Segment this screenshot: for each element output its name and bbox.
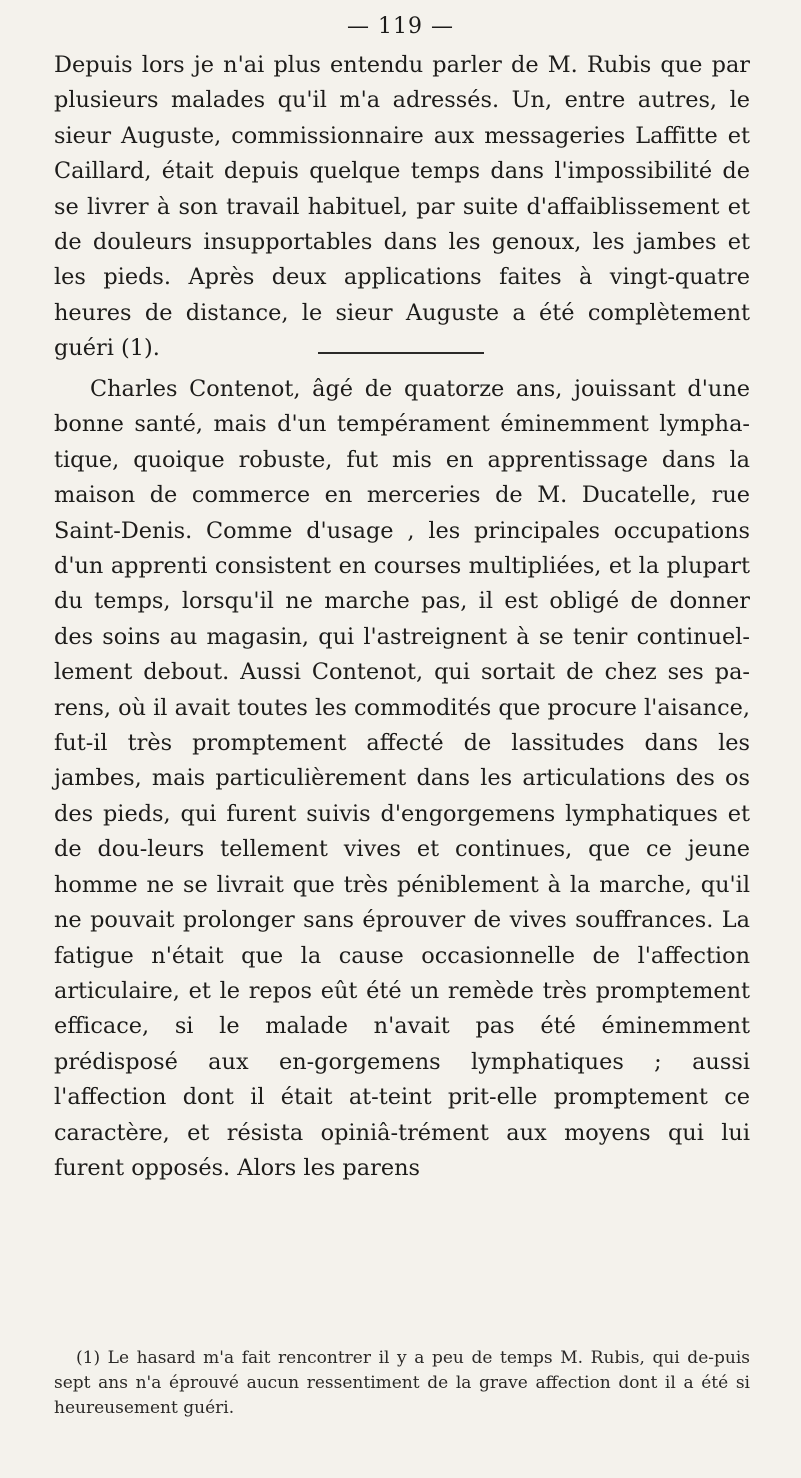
text-block-main — [54, 372, 750, 1186]
text-block-top — [54, 48, 750, 367]
paragraph-rubis: Depuis lors je n'ai plus entendu parler de M. Rubis que par plusieurs malades qu'il m'a adressés. Un, entre autres, le sieur Auguste, commissionnaire aux messageries Laffitte et Caillard, était depuis quelque temps dans l'impossibilité de se livrer à son travail habituel, par suite d'affaiblissement et de douleurs insupportables dans les genoux, les jambes et les pieds. Après deux applications faites à vingt-quatre heures de distance, le sieur Auguste a été complètement guéri (1). — [54, 52, 750, 362]
section-divider — [318, 352, 484, 354]
page-number: — 119 — — [347, 14, 454, 39]
paragraph-contenot: Charles Contenot, âgé de quatorze ans, jouissant d'une bonne santé, mais d'un tempérament éminemment lympha-tique, quoique robuste, fut mis en apprentissage dans la maison de commerce en merceries de M. Ducatelle, rue Saint-Denis. Comme d'usage , les principales occupations d'un apprenti consistent en courses multipliées, et la plupart du temps, lorsqu'il ne marche pas, il est obligé de donner des soins au magasin, qui l'astreignent à se tenir continuel-lement debout. Aussi Contenot, qui sortait de chez ses pa-rens, où il avait toutes les commodités que procure l'aisance, fut-il très promptement affecté de lassitudes dans les jambes, mais particulièrement dans les articulations des os des pieds, qui furent suivis d'engorgemens lymphatiques et de dou-leurs tellement vives et continues, que ce jeune homme ne se livrait que très péniblement à la marche, qu'il ne pouvait prolonger sans éprouver de vives souffrances. La fatigue n'était que la cause occasionnelle de l'affection articulaire, et le repos eût été un remède très promptement efficace, si le malade n'avait pas été éminemment prédisposé aux en-gorgemens lymphatiques ; aussi l'affection dont il était at-teint prit-elle promptement ce caractère, et résista opiniâ-trément aux moyens qui lui furent opposés. Alors les parens — [54, 376, 750, 1181]
footnote: (1) Le hasard m'a fait rencontrer il y a peu de temps M. Rubis, qui de-puis sept ans n'a éprouvé aucun ressentiment de la grave affection dont il a été si heureusement guéri. — [54, 1348, 750, 1418]
